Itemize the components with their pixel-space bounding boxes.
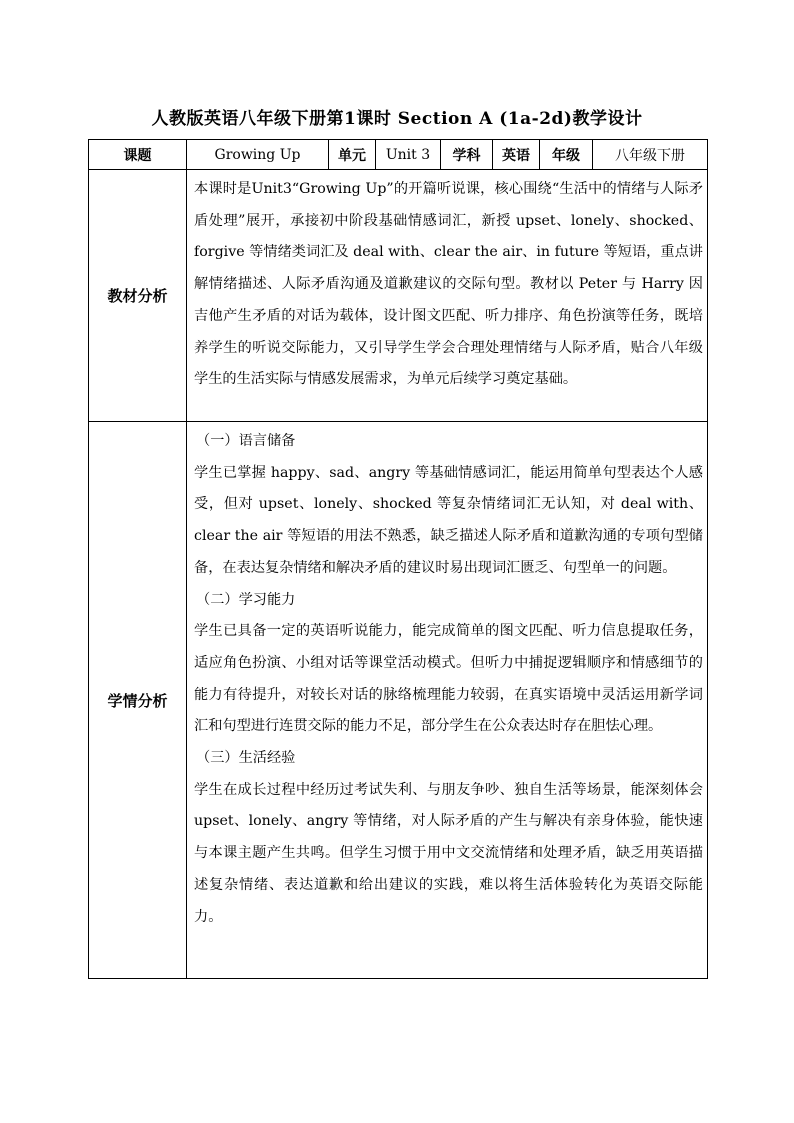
section-text-ability: 学生已具备一定的英语听说能力，能完成简单的图文匹配、听力信息提取任务，适应角色扮演、小组对话等课堂活动模式。但听力中捕捉逻辑顺序和情感细节的能力有待提升，对较长对话的脉络梳理能力较弱，在真实语境中灵活运用新学词汇和句型进行连贯交际的能力不足，部分学生在公众表达时存在胆怯心理。 xyxy=(194,623,703,735)
student-analysis-label: 学情分析 xyxy=(89,422,187,979)
textbook-analysis-label: 教材分析 xyxy=(89,170,187,422)
document-title: 人教版英语八年级下册第1课时 Section A (1a-2d)教学设计 xyxy=(151,109,643,129)
section-heading-ability: （二）学习能力 xyxy=(196,591,296,608)
textbook-analysis-content xyxy=(187,170,708,422)
textbook-analysis-row xyxy=(89,170,708,422)
header-row xyxy=(89,140,708,170)
unit-label: 单元 xyxy=(329,140,376,170)
section-heading-experience: （三）生活经验 xyxy=(196,750,296,767)
section-heading-language: （一）语言储备 xyxy=(196,433,296,449)
topic-value: Growing Up xyxy=(187,140,329,170)
section-text-experience: 学生在成长过程中经历过考试失利、与朋友争吵、独自生活等场景，能深刻体会 upset、lonely、angry 等情绪，对人际矛盾的产生与解决有亲身体验，能快速与本课主题产生共鸣。但学生习惯于用中文交流情绪和处理矛盾，缺乏用英语描述复杂情绪、表达道歉和给出建议的实践，难以将生活体验转化为英语交际能力。 xyxy=(194,781,703,925)
textbook-analysis-text: 本课时是Unit3“Growing Up”的开篇听说课，核心围绕“生活中的情绪与人际矛盾处理”展开，承接初中阶段基础情感词汇，新授 upset、lonely、shocked、forgive 等情绪类词汇及 deal with、clear the air、in future 等短语，重点讲解情绪描述、人际矛盾沟通及道歉建议的交际句型。教材以 Peter 与 Harry 因吉他产生矛盾的对话为载体，设计图文匹配、听力排序、角色扮演等任务，既培养学生的听说交际能力，又引导学生学会合理处理情绪与人际矛盾，贴合八年级学生的生活实际与情感发展需求，为单元后续学习奠定基础。 xyxy=(194,181,703,388)
topic-label: 课题 xyxy=(89,140,187,170)
lesson-plan-table xyxy=(88,139,708,979)
subject-label: 学科 xyxy=(441,140,493,170)
grade-value: 八年级下册 xyxy=(593,140,708,170)
section-text-language: 学生已掌握 happy、sad、angry 等基础情感词汇，能运用简单句型表达个人感受，但对 upset、lonely、shocked 等复杂情绪词汇无认知，对 deal with、clear the air 等短语的用法不熟悉，缺乏描述人际矛盾和道歉沟通的专项句型储备，在表达复杂情绪和解决矛盾的建议时易出现词汇匮乏、句型单一的问题。 xyxy=(194,464,703,576)
student-analysis-row xyxy=(89,422,708,979)
grade-label: 年级 xyxy=(540,140,593,170)
subject-value: 英语 xyxy=(493,140,540,170)
student-analysis-content xyxy=(187,422,708,979)
unit-value: Unit 3 xyxy=(376,140,441,170)
